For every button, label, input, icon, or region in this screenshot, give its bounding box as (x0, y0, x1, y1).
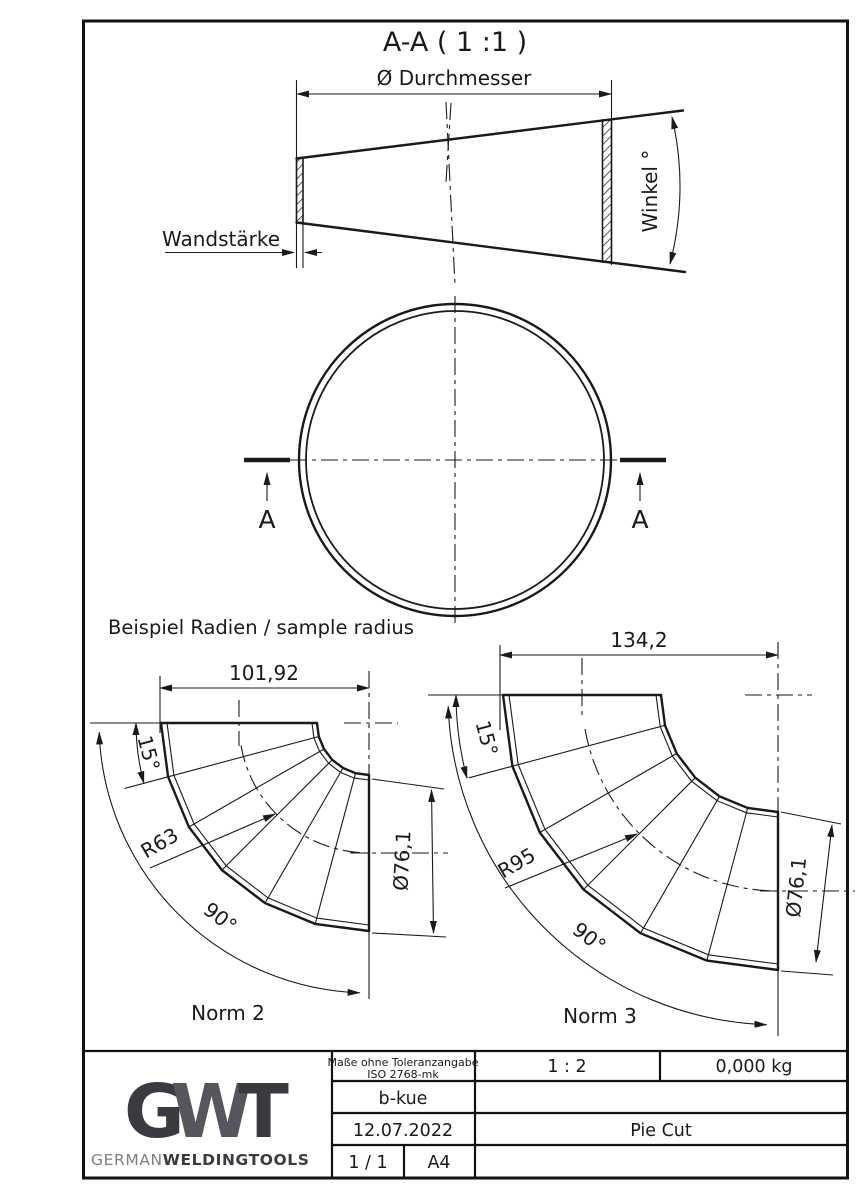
cone-wall-small-end (297, 158, 304, 223)
norm2-dia-ext-top (372, 779, 444, 789)
angle-dimension-arc (670, 117, 680, 264)
norm3-width-label: 134,2 (610, 628, 668, 652)
date-value: 12.07.2022 (352, 1121, 454, 1141)
norm3-angle-label: 15° (470, 717, 503, 759)
sample-radius-heading: Beispiel Radien / sample radius (108, 616, 414, 639)
section-marker-left: A (258, 505, 276, 534)
norm3-bend-centerline-arc (585, 729, 778, 891)
diameter-dimension-label: Ø Durchmesser (376, 66, 532, 90)
paper-format: A4 (427, 1153, 451, 1173)
norm2-dia-label: Ø76,1 (388, 829, 416, 892)
scale-value: 1 : 2 (547, 1057, 587, 1077)
norm2-width-label: 101,92 (229, 661, 299, 685)
norm2-caption: Norm 2 (191, 1001, 265, 1025)
tolerance-note-line1: Maße ohne Toleranzangabe (327, 1056, 479, 1069)
section-view-cone (162, 27, 685, 285)
gwt-logo-letters: GWT (124, 1069, 283, 1155)
brand-wordmark: GERMANWELDINGTOOLS (91, 1151, 310, 1169)
norm2-sweep-label: 90° (198, 897, 242, 938)
norm2-segment-seams (168, 737, 355, 924)
plan-view-circle (244, 296, 666, 626)
cone-top-edge (297, 111, 684, 159)
norm3-sweep-label: 90° (567, 917, 611, 958)
tolerance-note-line2: ISO 2768-mk (367, 1068, 439, 1081)
norm3-angle-arc (456, 695, 467, 778)
norm2-radius-label: R63 (136, 822, 183, 864)
norm3-dia-ext-bottom (781, 971, 833, 975)
sheet-number: 1 / 1 (348, 1153, 388, 1173)
section-title: A-A ( 1 :1 ) (382, 27, 528, 58)
norm3-radius-label: R95 (493, 842, 540, 884)
author-value: b-kue (378, 1089, 428, 1109)
norm3-caption: Norm 3 (563, 1004, 637, 1028)
norm2-dia-ext-bottom (372, 933, 446, 937)
norm2-dia-dimension-line (432, 790, 434, 933)
cone-bottom-edge (297, 223, 686, 273)
norm2-angle-label: 15° (132, 732, 165, 774)
norm3-dia-ext-top (781, 812, 841, 824)
cone-seam-centerline (446, 102, 455, 285)
cone-wall-big-end (603, 120, 612, 262)
elbow-norm3 (428, 628, 855, 1036)
norm3-seam1-extension (469, 766, 513, 778)
part-name: Pie Cut (630, 1121, 692, 1141)
weight-value: 0,000 kg (715, 1057, 793, 1077)
norm2-bend-centerline-arc (241, 746, 369, 853)
norm2-seam1-extension (125, 777, 169, 789)
gwt-logo (91, 1069, 310, 1169)
angle-dimension-label: Winkel ° (638, 149, 662, 233)
wall-thickness-label: Wandstärke (161, 227, 281, 251)
norm3-dia-label: Ø76,1 (780, 856, 812, 919)
title-block (83, 1051, 848, 1178)
norm3-dia-dimension-line (816, 825, 832, 962)
section-marker-right: A (631, 505, 649, 534)
elbow-norm2 (90, 661, 448, 1025)
